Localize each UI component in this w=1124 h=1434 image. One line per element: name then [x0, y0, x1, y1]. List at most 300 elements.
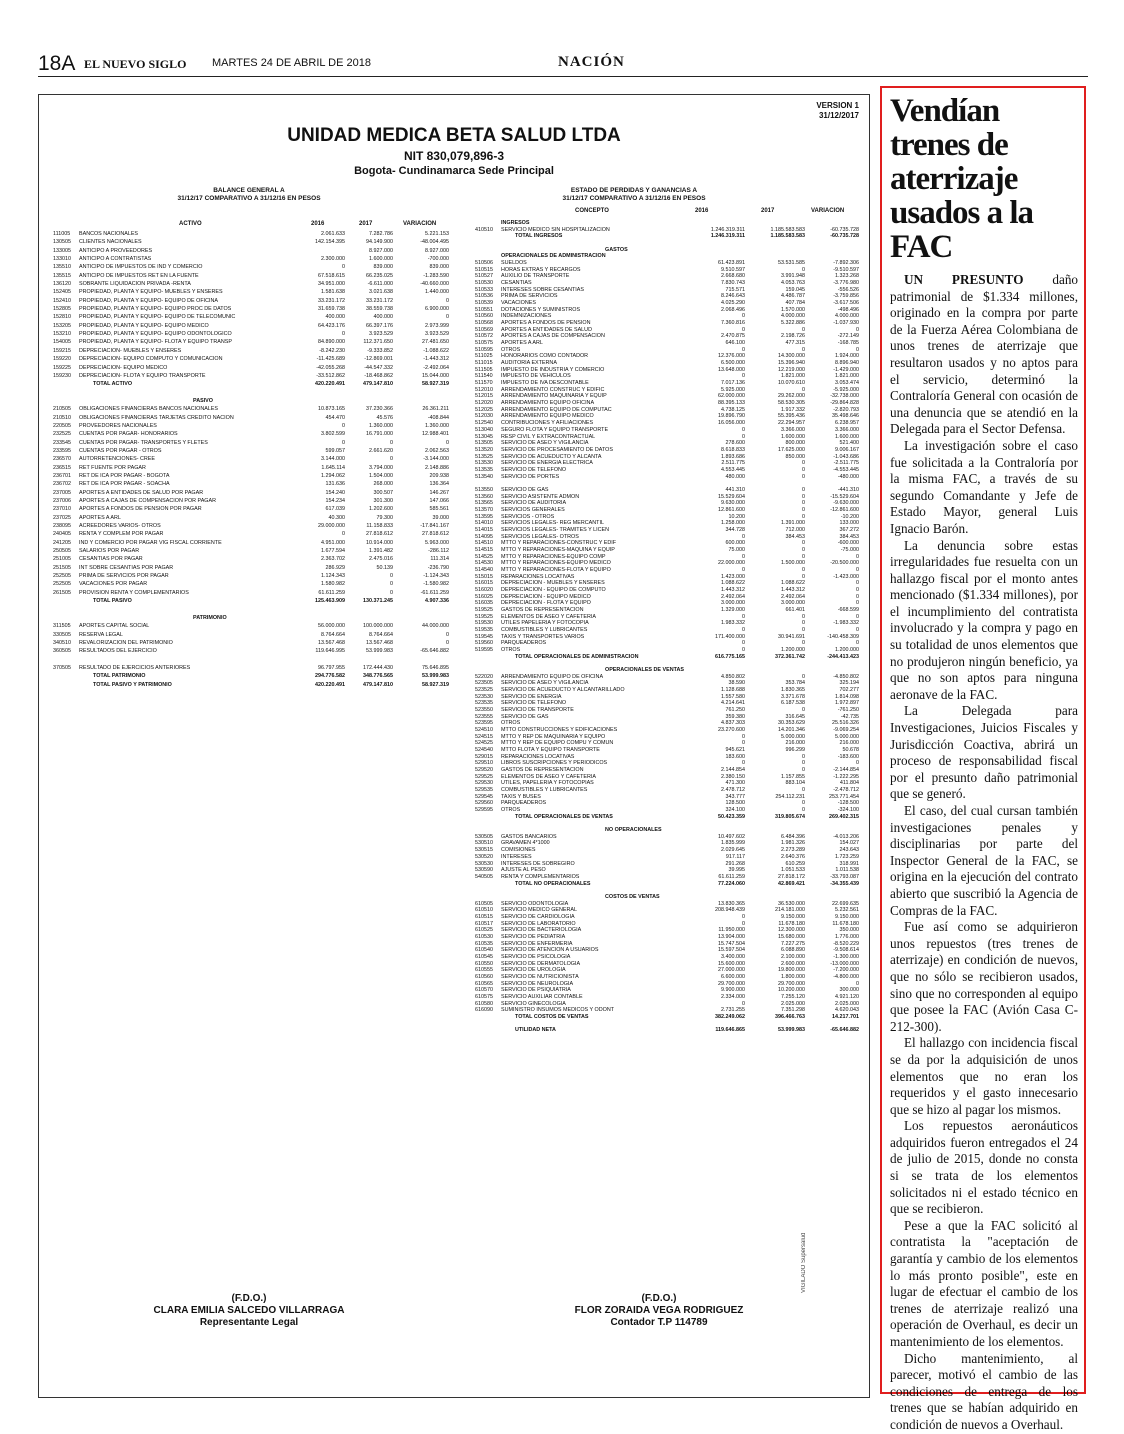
account-name: GASTOS BANCARIOS: [501, 833, 557, 840]
value-2017: 0: [802, 566, 805, 573]
account-code: 610535: [475, 940, 493, 947]
value-2016: 0: [742, 346, 745, 353]
value-2017: 0: [802, 800, 805, 807]
value-variation: -441.310: [837, 486, 859, 493]
value-variation: 839.000: [429, 264, 449, 271]
value-2017: 4.053.763: [781, 280, 805, 287]
account-name: CUENTAS POR PAGAR- HONORARIOS: [79, 431, 178, 438]
value-2017: 33.231.172: [366, 297, 393, 304]
value-2016: 4.214.641: [721, 700, 745, 707]
account-code: 519525: [475, 613, 493, 620]
value-2016: 13.904.000: [718, 933, 745, 940]
article-headline: Vendían trenes de aterrizaje usados a la FAC: [890, 93, 1034, 265]
value-variation: -34.355.439: [830, 880, 859, 887]
value-variation: 5.232.561: [835, 907, 859, 914]
account-code: 512025: [475, 406, 493, 413]
account-name: IND Y COMERCIO POR PAGAR VIG FISCAL CORRIENTE: [79, 539, 222, 546]
table-row: [475, 1001, 861, 1008]
table-row: [53, 590, 457, 598]
account-name: PROVISION RENTA Y COMPLEMENTARIOS: [79, 589, 189, 596]
value-variation: 702.277: [839, 687, 859, 694]
value-2017: 53.999.983: [366, 648, 393, 655]
value-variation: 27.818.612: [422, 531, 449, 538]
table-row: [475, 941, 861, 948]
value-variation: 253.771.454: [829, 793, 859, 800]
table-row: [475, 914, 861, 921]
account-name: SERVICIO MEDICO SIN HOSPITALIZACION: [501, 226, 610, 233]
account-name: DEPRECIACION - FLOTA Y EQUIPO: [501, 600, 591, 607]
table-row: [475, 500, 861, 507]
table-row: [475, 280, 861, 287]
account-code: 133010: [53, 256, 71, 263]
value-2016: 0: [342, 331, 345, 338]
value-2017: 268.000: [373, 481, 393, 488]
value-variation: -668.599: [837, 606, 859, 613]
value-2017: 800.000: [785, 440, 805, 447]
value-2017: 100.000.000: [363, 623, 393, 630]
account-name: PROPIEDAD, PLANTA Y EQUIPO- EQUIPO MEDICO: [79, 322, 209, 329]
value-2017: 712.000: [785, 526, 805, 533]
value-2016: -33.512.862: [316, 372, 345, 379]
account-code: 510533: [475, 286, 493, 293]
value-2017: 1.821.000: [781, 373, 805, 380]
table-row: [53, 456, 457, 464]
table-row: [475, 734, 861, 741]
account-code: 529595: [475, 807, 493, 814]
value-2016: 420.220.491: [315, 681, 345, 688]
value-2017: 0: [802, 386, 805, 393]
table-row: [475, 954, 861, 961]
value-2017: 14.300.000: [778, 353, 805, 360]
value-2016: 278.600: [725, 440, 745, 447]
table-row: [475, 747, 861, 754]
value-2016: 171.400.000: [715, 633, 745, 640]
value-2017: 216.000: [785, 740, 805, 747]
account-name: MTTO Y REP DE EQUIPO COMPU Y COMUN: [501, 740, 614, 747]
value-2016: 29.000.000: [318, 523, 345, 530]
table-row: [475, 807, 861, 814]
value-variation: -1.283.590: [423, 272, 449, 279]
account-name: DEPRECIACION - EQUIPO MEDICO: [501, 593, 591, 600]
value-variation: -236.790: [427, 564, 449, 571]
value-2016: 15.597.504: [718, 947, 745, 954]
income-table: [475, 220, 861, 1034]
value-2017: 3.371.678: [781, 693, 805, 700]
account-code: 135515: [53, 272, 71, 279]
value-variation: 111.314: [430, 556, 449, 563]
value-variation: -168.785: [837, 340, 859, 347]
table-row: [53, 640, 457, 648]
value-2016: 1.423.000: [721, 573, 745, 580]
account-code: 610580: [475, 1000, 493, 1007]
account-name: REPARACIONES LOCATIVAS: [501, 573, 575, 580]
account-code: 240405: [53, 531, 71, 538]
value-2016: 917.117: [725, 853, 745, 860]
table-row: [475, 660, 861, 667]
table-row: [53, 239, 457, 247]
value-2017: 610.259: [785, 860, 805, 867]
value-variation: -761.250: [837, 707, 859, 714]
table-row: [475, 273, 861, 280]
table-row: [53, 606, 457, 614]
value-variation: 5.000.000: [835, 733, 859, 740]
section-heading: OPERACIONALES DE ADMINISTRACION: [501, 253, 606, 260]
value-2017: 1.391.482: [369, 548, 393, 555]
account-name: ACREEDORES VARIOS- OTROS: [79, 523, 161, 530]
account-code: 153210: [53, 331, 71, 338]
value-2017: 1.981.326: [781, 840, 805, 847]
account-name: TOTAL OPERACIONALES DE VENTAS: [515, 813, 613, 820]
account-name: SERVICIO DE ENERGIA: [501, 693, 562, 700]
account-code: 519595: [475, 647, 493, 653]
value-2017: 42.869.421: [778, 880, 805, 887]
account-code: 510568: [475, 320, 493, 327]
account-code: 513520: [475, 446, 493, 453]
account-code: 159220: [53, 356, 71, 363]
account-name: MTTO Y REPARACIONES-EQUIPO COMP: [501, 553, 606, 560]
value-2016: 10.200: [728, 513, 745, 520]
account-code: 220505: [53, 422, 71, 429]
value-variation: 133.000: [839, 520, 859, 527]
value-variation: -12.861.600: [830, 506, 859, 513]
value-2017: 27.818.612: [366, 531, 393, 538]
table-row: [475, 567, 861, 574]
value-2016: 4.951.000: [321, 539, 345, 546]
value-2016: 0: [742, 760, 745, 767]
value-variation: -3.144.000: [423, 456, 449, 463]
value-2017: 1.500.000: [781, 560, 805, 567]
table-row: [475, 393, 861, 400]
value-variation: 15.044.000: [422, 372, 449, 379]
value-variation: 44.000.000: [422, 623, 449, 630]
value-2017: 0: [802, 573, 805, 580]
account-code: 237010: [53, 506, 71, 513]
table-row: [475, 474, 861, 481]
value-2016: 75.000: [728, 546, 745, 553]
value-2016: 61.611.259: [318, 589, 345, 596]
value-variation: -1.429.000: [833, 366, 859, 373]
value-2016: 88.395.133: [718, 400, 745, 407]
value-variation: 0: [446, 297, 449, 304]
value-2017: 996.299: [785, 747, 805, 754]
value-2017: 1.185.583.583: [770, 226, 805, 233]
value-2017: 0: [802, 540, 805, 547]
value-variation: -13.000.000: [830, 960, 859, 967]
value-variation: 1.814.098: [835, 693, 859, 700]
article-paragraph: La denuncia sobre estas irregularidades fue resuelta con un hallazgo fiscal por el monto antes mencionado ($1.334 millones), por el incumplimiento del contratista involucrado y la compra y pago en su totalidad de unos elementos que no produjeron ningún beneficio, ya que no son aptos para ninguna aeronave de la FAC.: [890, 537, 1078, 702]
table-row: [475, 867, 861, 874]
value-variation: -32.738.000: [830, 393, 859, 400]
account-code: 159225: [53, 364, 71, 371]
account-code: 360505: [53, 648, 71, 655]
account-code: 516035: [475, 600, 493, 607]
value-variation: -60.735.728: [830, 226, 859, 233]
account-code: 236702: [53, 481, 71, 488]
value-2016: 2.144.854: [721, 767, 745, 774]
value-2016: 646.100: [725, 340, 745, 347]
value-2017: 11.678.180: [778, 920, 805, 927]
account-name: TOTAL COSTOS DE VENTAS: [515, 1013, 589, 1020]
value-2016: 0: [742, 733, 745, 740]
value-2017: 0: [802, 473, 805, 480]
value-variation: -7.200.000: [833, 967, 859, 974]
table-row: [475, 460, 861, 467]
value-2016: 0: [742, 373, 745, 380]
account-code: 511505: [475, 366, 493, 373]
account-name: CESANTIAS POR PAGAR: [79, 556, 143, 563]
value-2017: 6.088.890: [781, 947, 805, 954]
value-variation: 27.481.650: [422, 339, 449, 346]
value-2017: 1.917.332: [781, 406, 805, 413]
value-2016: 1.645.114: [321, 464, 345, 471]
value-variation: -2.144.854: [833, 767, 859, 774]
account-name: SERVICIO DE ENERGIA ELECTRICA: [501, 460, 593, 467]
value-2016: 0: [742, 566, 745, 573]
value-variation: -2.511.775: [833, 460, 859, 467]
account-code: 237005: [53, 489, 71, 496]
value-2017: 661.401: [785, 606, 805, 613]
account-code: 514540: [475, 566, 493, 573]
account-name: SERVICIO DE PSIQUIATRIA: [501, 987, 571, 994]
value-2016: 7.360.816: [721, 320, 745, 327]
value-2016: 50.423.359: [718, 813, 745, 820]
value-2016: 8.764.664: [321, 631, 345, 638]
table-row: [475, 961, 861, 968]
value-2016: 1.893.686: [721, 453, 745, 460]
value-2016: 0: [742, 913, 745, 920]
account-name: RESULTADOS DEL EJERCICIO: [79, 648, 157, 655]
table-row: [475, 907, 861, 914]
value-2016: -8.242.230: [319, 347, 345, 354]
table-row: [475, 674, 861, 681]
account-name: OTROS: [501, 346, 521, 353]
value-2017: 159.045: [785, 286, 805, 293]
account-name: SERVICIO DE LABORATORIO: [501, 920, 576, 927]
account-name: SALARIOS POR PAGAR: [79, 548, 140, 555]
value-2016: 154.234: [325, 498, 345, 504]
value-2017: 5.000.000: [781, 733, 805, 740]
account-name: ARRENDAMIENTO EQUIPO OFICINA: [501, 400, 595, 407]
table-row: [475, 514, 861, 521]
table-row: [475, 921, 861, 928]
account-name: CONTRIBUCIONES Y AFILIACIONES: [501, 420, 594, 427]
article-paragraph: La Delegada para Investigaciones, Juicios Fiscales y Jurisdicción Coactiva, abrirá un proceso de responsabilidad fiscal por el presunto daño patrimonial que se generó.: [890, 703, 1078, 802]
account-code: 610545: [475, 953, 493, 960]
table-row: [475, 994, 861, 1001]
value-2017: 0: [802, 493, 805, 500]
table-row: [475, 600, 861, 607]
value-2016: 38.590: [728, 680, 745, 687]
account-name: ANTICIPO DE IMPUESTOS RET EN LA FUENTE: [79, 272, 199, 279]
value-2017: 1.202.600: [369, 506, 393, 513]
value-2016: 15.600.000: [718, 960, 745, 967]
account-code: 513530: [475, 460, 493, 467]
account-code: 330505: [53, 631, 71, 638]
account-code: 529015: [475, 753, 493, 760]
value-variation: -2.492.064: [423, 364, 449, 371]
table-row: [53, 306, 457, 314]
value-2017: 1.443.312: [781, 586, 805, 593]
value-variation: -48.004.495: [420, 239, 449, 246]
table-row: [475, 387, 861, 394]
account-name: PROPIEDAD, PLANTA Y EQUIPO- EQUIPO DE OFICINA: [79, 297, 218, 304]
value-2016: -11.425.689: [316, 356, 345, 363]
account-name: SERVICIO MEDICO GENERAL: [501, 907, 577, 914]
table-row: [53, 623, 457, 631]
account-code: 512030: [475, 413, 493, 420]
account-code: 512015: [475, 393, 493, 400]
account-name: UTILES, PAPELERIA Y FOTOCOPIAS: [501, 780, 594, 787]
account-code: 514515: [475, 546, 493, 553]
table-row: [475, 680, 861, 687]
value-variation: 5.221.153: [425, 231, 449, 237]
account-code: 233545: [53, 439, 71, 446]
account-name: APORTES A ENTIDADES DE SALUD: [501, 326, 592, 333]
account-code: 514095: [475, 533, 493, 540]
value-2017: 0: [802, 787, 805, 794]
value-2017: 839.000: [373, 264, 393, 271]
account-code: 237006: [53, 498, 71, 504]
account-name: SERVICIO DE AUDITORIA: [501, 500, 567, 507]
value-2016: -42.055.268: [316, 364, 345, 371]
account-name: TOTAL PASIVO: [93, 598, 132, 605]
value-variation: 0: [856, 593, 859, 600]
account-code: 513565: [475, 500, 493, 507]
value-variation: 1.440.000: [425, 289, 449, 296]
value-2016: 0: [742, 920, 745, 927]
value-variation: -5.925.000: [833, 386, 859, 393]
value-2017: 0: [802, 767, 805, 774]
value-2017: 112.371.650: [363, 339, 393, 346]
account-name: HORAS EXTRAS Y RECARGOS: [501, 266, 581, 273]
table-row: [475, 714, 861, 721]
value-2017: 2.198.726: [781, 333, 805, 340]
value-2016: 294.776.582: [315, 673, 345, 680]
value-2017: 0: [802, 486, 805, 493]
account-code: 522020: [475, 673, 493, 680]
value-2017: 477.315: [785, 340, 805, 347]
account-name: ANTICIPO A PROVEEDORES: [79, 247, 153, 254]
table-row: [53, 490, 457, 498]
table-row: [475, 754, 861, 761]
account-name: TOTAL PATRIMONIO: [93, 673, 146, 680]
account-name: ELEMENTOS DE ASEO Y CAFETERIA: [501, 773, 596, 780]
account-code: 530520: [475, 853, 493, 860]
value-2016: 1.124.343: [321, 573, 345, 580]
value-variation: 0: [856, 553, 859, 560]
value-2017: 1.185.583.583: [770, 233, 805, 240]
vigilado-seal: VIGILADO Supersalud: [801, 1232, 807, 1293]
value-variation: 2.148.886: [425, 464, 449, 471]
table-row: [53, 548, 457, 556]
value-2017: 27.818.172: [778, 873, 805, 880]
article-paragraph: Pese a que la FAC solicitó al contratista la "aceptación de garantía y cambio de los elementos lo más pronto posible", este en lugar de efectuar el cambio de los trenes de aterrizaje realizó una operación de Overhaul, es decir un mantenimiento de los elementos.: [890, 1217, 1078, 1349]
table-row: [53, 298, 457, 306]
value-variation: 2.025.000: [835, 1000, 859, 1007]
article-paragraph: La investigación sobre el caso fue solicitada a la Contraloría por la misma FAC, a través de su segundo Comandante y Jefe de Estado Mayor, general Luis Ignacio Barón.: [890, 437, 1078, 536]
table-row: [475, 774, 861, 781]
account-code: 610540: [475, 947, 493, 954]
table-row: [475, 527, 861, 534]
value-2016: 61.611.259: [718, 873, 745, 880]
table-row: [53, 540, 457, 548]
account-code: 610555: [475, 967, 493, 974]
value-2017: 79.300: [376, 514, 393, 521]
account-name: SERVICIO DE TELEFONO: [501, 700, 567, 707]
account-code: 152410: [53, 297, 71, 304]
value-variation: -140.458.309: [827, 633, 859, 640]
account-name: COMISIONES: [501, 847, 536, 854]
value-2017: 130.371.245: [363, 598, 393, 605]
value-2016: 761.250: [725, 707, 745, 714]
value-2016: 3.400.000: [721, 953, 745, 960]
value-2016: 4.025.290: [721, 300, 745, 307]
value-2017: 2.100.000: [781, 953, 805, 960]
account-name: PARQUEADEROS: [501, 640, 547, 647]
account-name: CUENTAS POR PAGAR- TRANSPORTES Y FLETES: [79, 439, 208, 446]
value-variation: -4.850.802: [833, 673, 859, 680]
account-code: 529535: [475, 787, 493, 794]
account-code: 610517: [475, 920, 493, 927]
value-2016: 11.950.000: [718, 927, 745, 934]
value-2016: 16.056.000: [718, 420, 745, 427]
table-row: [475, 407, 861, 414]
account-name: ELEMENTOS DE ASEO Y CAFETERIA: [501, 613, 596, 620]
article-body: [890, 272, 1078, 1434]
value-variation: -60.735.728: [830, 233, 859, 240]
value-2016: 96.797.955: [318, 664, 345, 671]
value-2016: 1.294.062: [321, 472, 345, 479]
table-row: [475, 814, 861, 821]
value-2016: 0: [742, 326, 745, 333]
account-name: ANTICIPO A CONTRATISTAS: [79, 256, 152, 263]
table-row: [475, 247, 861, 254]
value-2017: 6.484.396: [781, 833, 805, 840]
account-code: 524525: [475, 740, 493, 747]
value-variation: 6.900.000: [425, 306, 449, 313]
value-2016: 1.557.580: [721, 693, 745, 700]
value-2017: 0: [802, 513, 805, 520]
table-row: [475, 707, 861, 714]
value-2017: 0: [802, 807, 805, 814]
value-2016: 0: [742, 740, 745, 747]
account-code: 540505: [475, 873, 493, 880]
value-2017: 300.507: [373, 489, 393, 496]
table-row: [475, 340, 861, 347]
value-variation: 269.402.315: [829, 813, 859, 820]
value-2017: 0: [802, 346, 805, 353]
value-2016: 382.249.062: [715, 1013, 745, 1020]
table-row: [475, 887, 861, 894]
value-2017: 6.187.538: [781, 700, 805, 707]
account-code: 519525: [475, 606, 493, 613]
value-variation: -65.646.882: [830, 1027, 859, 1034]
table-row: [475, 901, 861, 908]
account-code: 529510: [475, 760, 493, 767]
value-2017: 396.466.763: [775, 1013, 805, 1020]
table-row: [53, 481, 457, 489]
value-variation: 0: [856, 613, 859, 620]
account-name: BANCOS NACIONALES: [79, 231, 139, 237]
account-code: 152805: [53, 306, 71, 313]
table-row: [475, 413, 861, 420]
account-code: 523595: [475, 720, 493, 727]
value-variation: 146.267: [429, 489, 449, 496]
table-row: [53, 365, 457, 373]
value-2016: 0: [742, 313, 745, 320]
table-row: [475, 647, 861, 654]
value-2016: 31.659.738: [318, 306, 345, 313]
